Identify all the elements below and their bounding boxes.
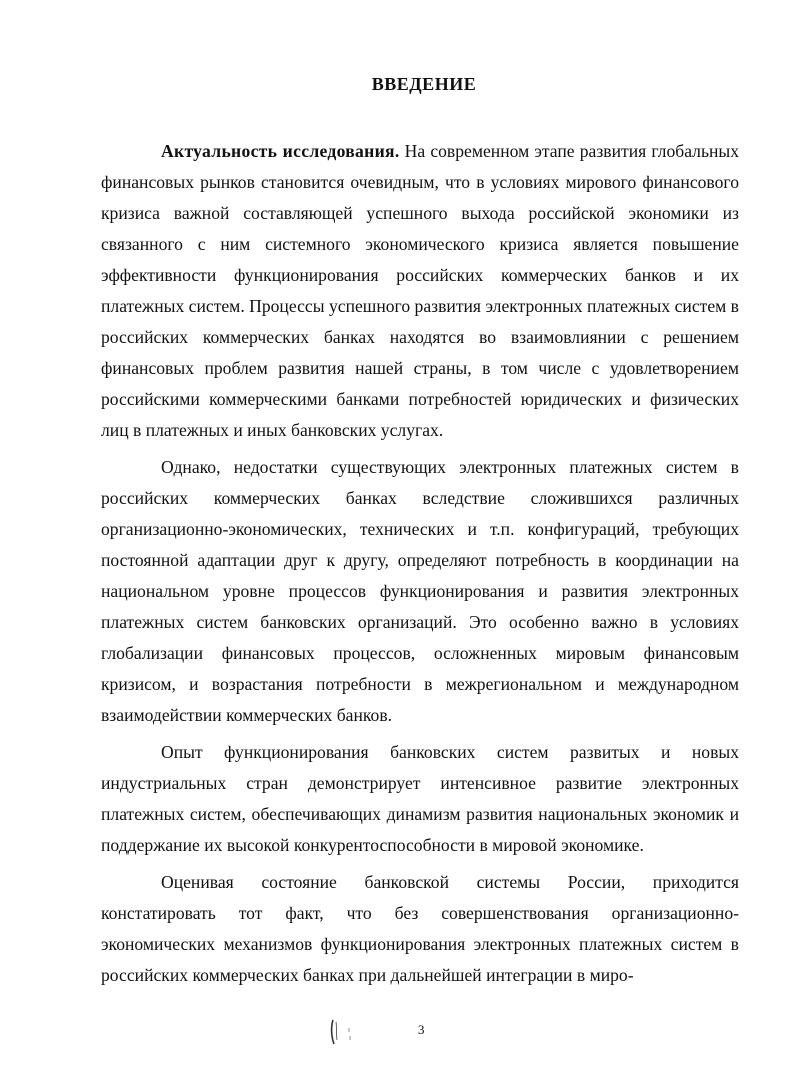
paragraph-text: На современном этапе развития глобальных финансовых рынков становится очевидным, что в условиях мирового финансового кризиса важной составляющей успешного выхода российской экономики из связанного с ним системного экономического кризиса является повышение эффективности функционирования российских коммерческих банков и их платежных систем. Процессы успешного развития электронных платежных систем в российских коммерческих банках находятся во взаимовлиянии с решением финансовых проблем развития нашей страны, в том числе с удовлетворением российскими коммерческими банками потребностей юридических и физических лиц в платежных и иных банковских услугах. bbox=[101, 141, 740, 440]
paragraph-lead: Актуальность исследования. bbox=[161, 141, 400, 161]
paragraph-shortcomings bbox=[101, 452, 739, 731]
scan-artifact-mark bbox=[327, 1018, 357, 1046]
paragraph-experience bbox=[101, 737, 739, 861]
section-heading: ВВЕДЕНИЕ bbox=[371, 74, 477, 94]
paragraph-text: Опыт функционирования банковских систем развитых и новых индустриальных стран демонстрирует интенсивное развитие электронных платежных систем, обеспечивающих динамизм развития национальных экономик и поддержание их высокой конкурентоспособности в мировой экономике. bbox=[101, 742, 739, 855]
body-text bbox=[101, 136, 739, 991]
paragraph-text: Оценивая состояние банковской системы России, приходится констатировать тот факт, что без совершенствования организационно-экономических механизмов функционирования электронных платежных систем в российских коммерческих банках при дальнейшей интеграции в миро- bbox=[101, 872, 739, 985]
paragraph-relevance bbox=[101, 136, 739, 446]
paragraph-text: Однако, недостатки существующих электронных платежных систем в российских коммерческих банках вследствие сложившихся различных организационно-экономических, технических и т.п. конфигураций, требующих постоянной адаптации друг к другу, определяют потребность в координации на национальном уровне процессов функционирования и развития электронных платежных систем банковских организаций. Это особенно важно в условиях глобализации финансовых процессов, осложненных мировым финансовым кризисом, и возрастания потребности в межрегиональном и международном взаимодействии коммерческих банков. bbox=[101, 457, 739, 725]
paragraph-assessment bbox=[101, 867, 739, 991]
page-number: 3 bbox=[418, 1022, 425, 1037]
